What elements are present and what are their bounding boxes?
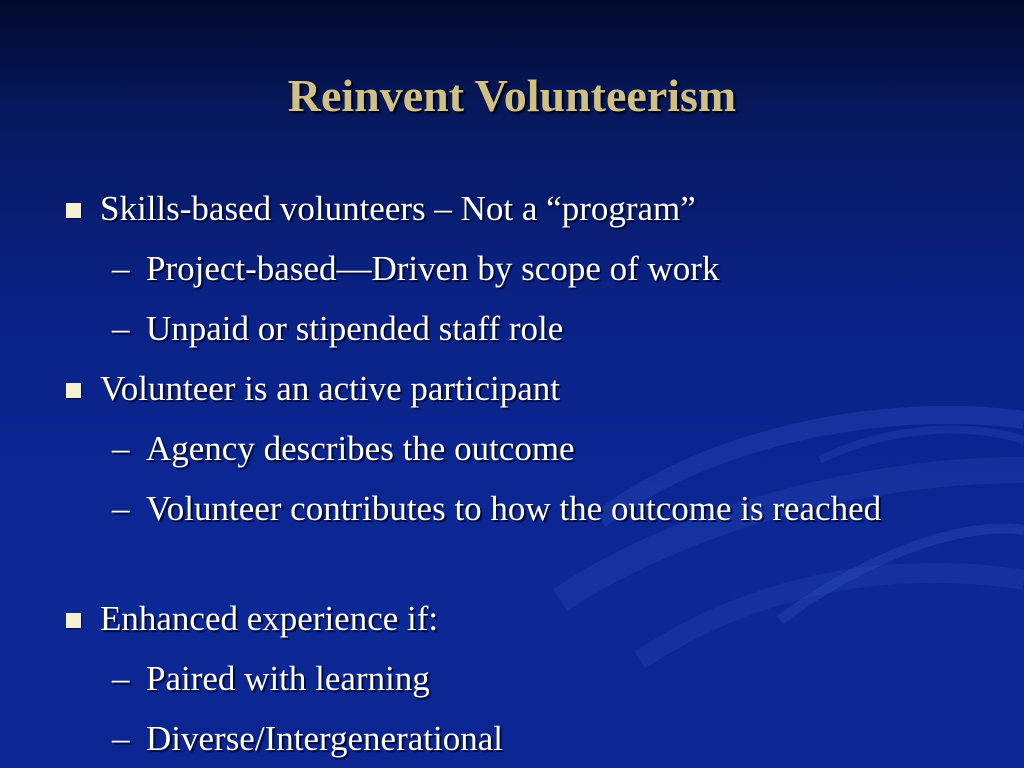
sub-bullet-item: Agency describes the outcome	[146, 429, 575, 468]
dash-marker: –	[112, 249, 130, 288]
dash-marker: –	[112, 659, 130, 698]
bullet-item: Volunteer is an active participant	[100, 369, 561, 408]
bullet-square-icon	[66, 203, 81, 218]
bullet-square-icon	[66, 383, 81, 398]
slide-title: Reinvent Volunteerism	[287, 70, 737, 121]
dash-marker: –	[112, 489, 130, 528]
sub-bullet-item: Paired with learning	[146, 659, 430, 698]
dash-marker: –	[112, 429, 130, 468]
sub-bullet-item: Diverse/Intergenerational	[146, 719, 503, 758]
dash-marker: –	[112, 719, 130, 758]
sub-bullet-item: Volunteer contributes to how the outcome is reached	[146, 489, 882, 528]
bullet-square-icon	[66, 613, 81, 628]
bullet-item: Enhanced experience if:	[100, 599, 439, 638]
bullet-item: Skills-based volunteers – Not a “program”	[100, 189, 696, 228]
dash-marker: –	[112, 309, 130, 348]
sub-bullet-item: Project-based—Driven by scope of work	[146, 249, 720, 288]
sub-bullet-item: Unpaid or stipended staff role	[146, 309, 564, 348]
